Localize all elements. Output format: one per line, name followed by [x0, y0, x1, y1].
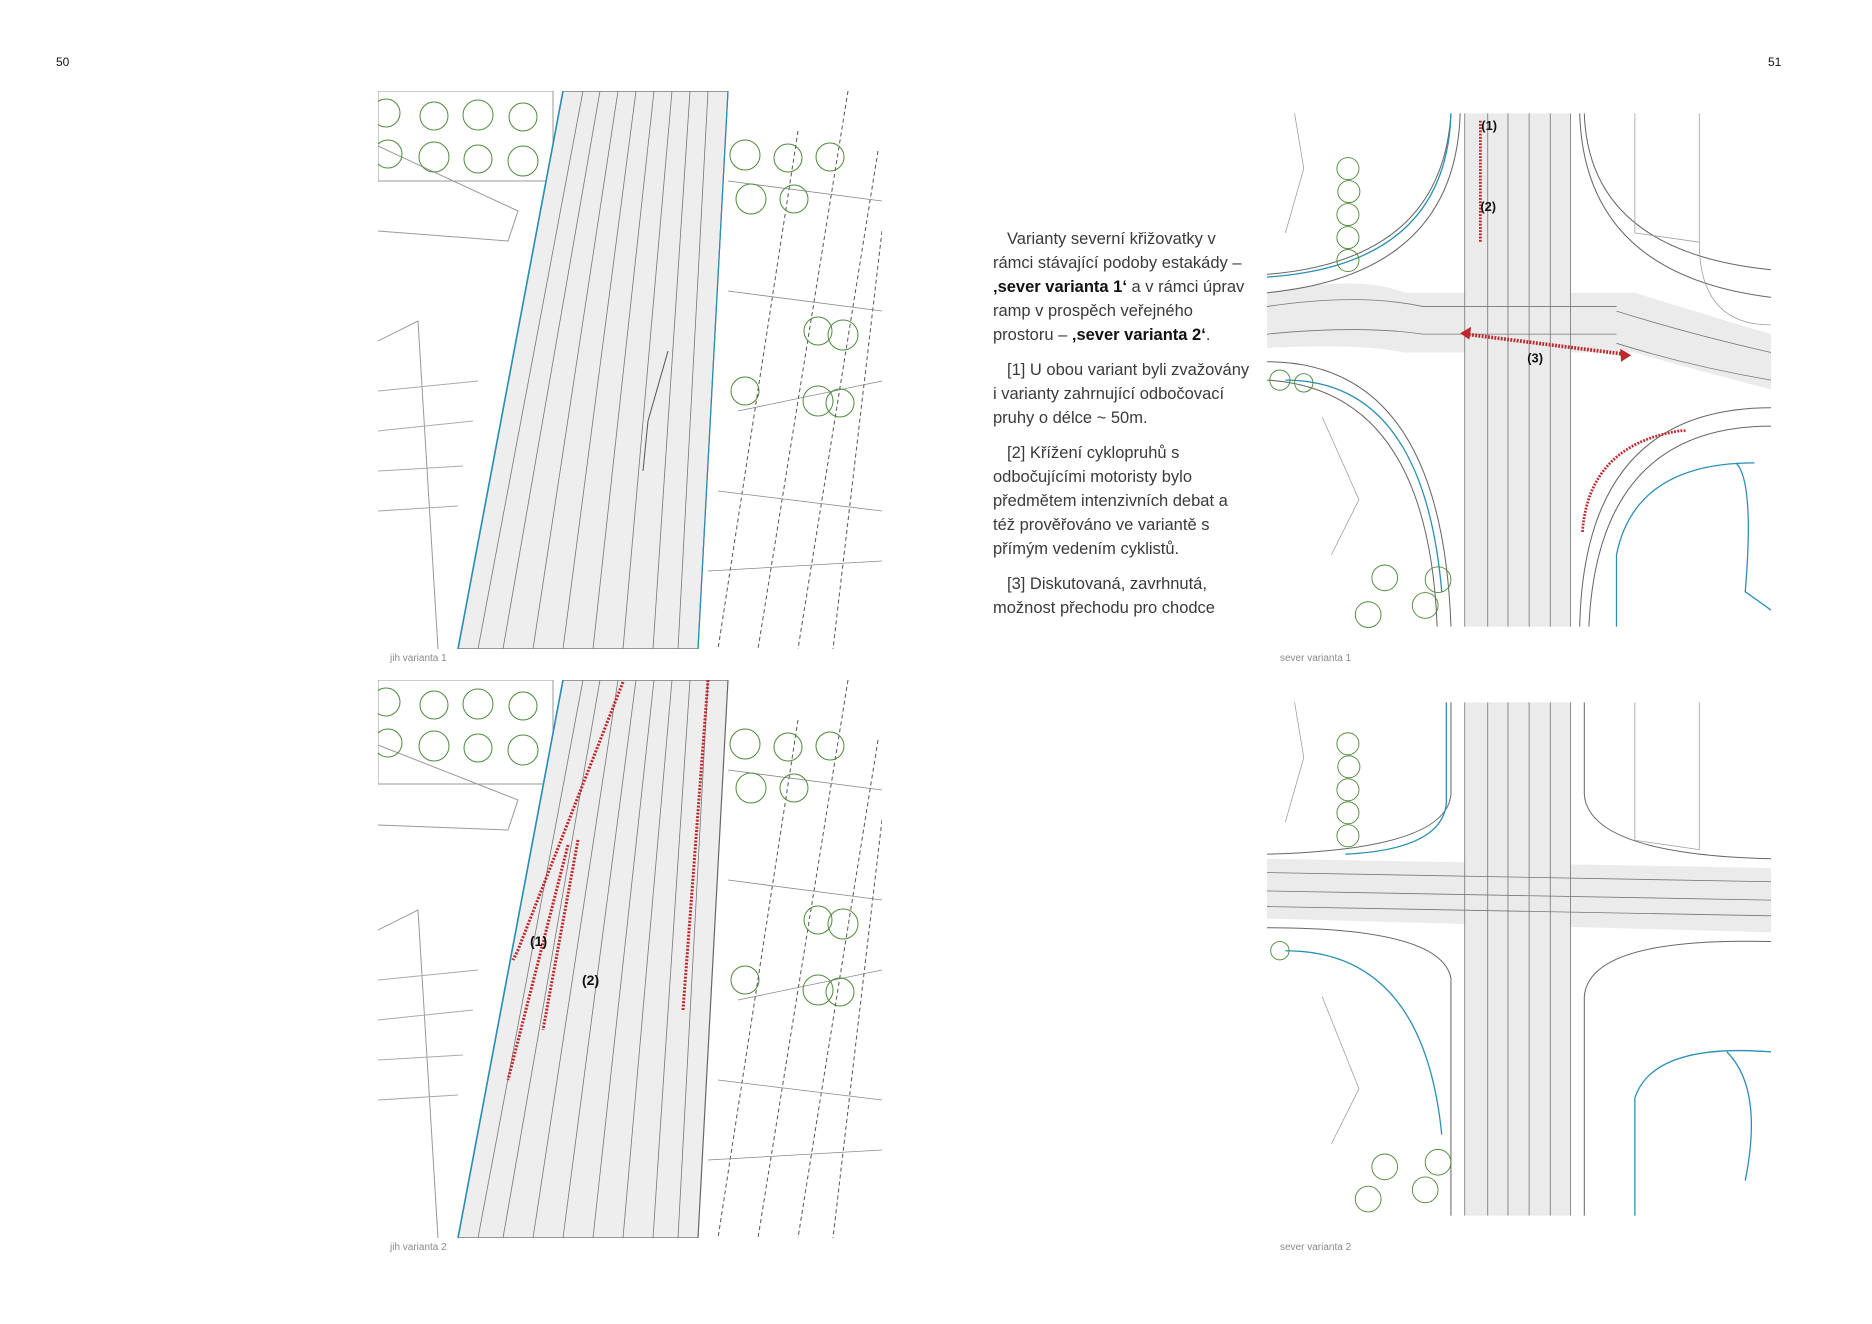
plan-jih-varianta-1	[378, 91, 882, 649]
description-text	[993, 227, 1253, 631]
marker-1-sever: (1)	[1481, 117, 1498, 133]
variant-2-name: ‚sever varianta 2‘	[1071, 326, 1206, 344]
page-number-right: 51	[1768, 55, 1782, 69]
plan-sever-varianta-1	[1267, 91, 1771, 649]
marker-1-jih: (1)	[530, 933, 548, 949]
plan-sever-varianta-2	[1267, 680, 1771, 1238]
marker-2-sever: (2)	[1480, 198, 1497, 214]
note-3: [3] Diskutovaná, zavrhnutá, možnost přechodu pro chodce	[993, 575, 1215, 617]
plan-jih-varianta-2	[378, 680, 882, 1238]
intro-paragraph: Varianty severní křižovatky v rámci stávající podoby estakády – ‚sever varianta 1‘ a v rámci úprav ramp v prospěch veřejného prostoru – ‚sever varianta 2‘.	[993, 230, 1245, 344]
page-number-left: 50	[56, 55, 70, 69]
variant-1-name: ‚sever varianta 1‘	[993, 278, 1127, 296]
caption-jih-2: jih varianta 2	[390, 1242, 447, 1253]
caption-sever-2: sever varianta 2	[1280, 1242, 1352, 1253]
note-1: [1] U obou variant byli zvažovány i varianty zahrnující odbočovací pruhy o délce ~ 50m.	[993, 361, 1250, 427]
caption-sever-1: sever varianta 1	[1280, 653, 1352, 664]
marker-2-jih: (2)	[582, 972, 600, 988]
caption-jih-1: jih varianta 1	[390, 653, 447, 664]
note-2: [2] Křížení cyklopruhů s odbočujícími motoristy bylo předmětem intenzivních debat a též prověřováno ve variantě s přímým vedením cyklistů.	[993, 444, 1228, 558]
marker-3-sever: (3)	[1527, 350, 1543, 366]
